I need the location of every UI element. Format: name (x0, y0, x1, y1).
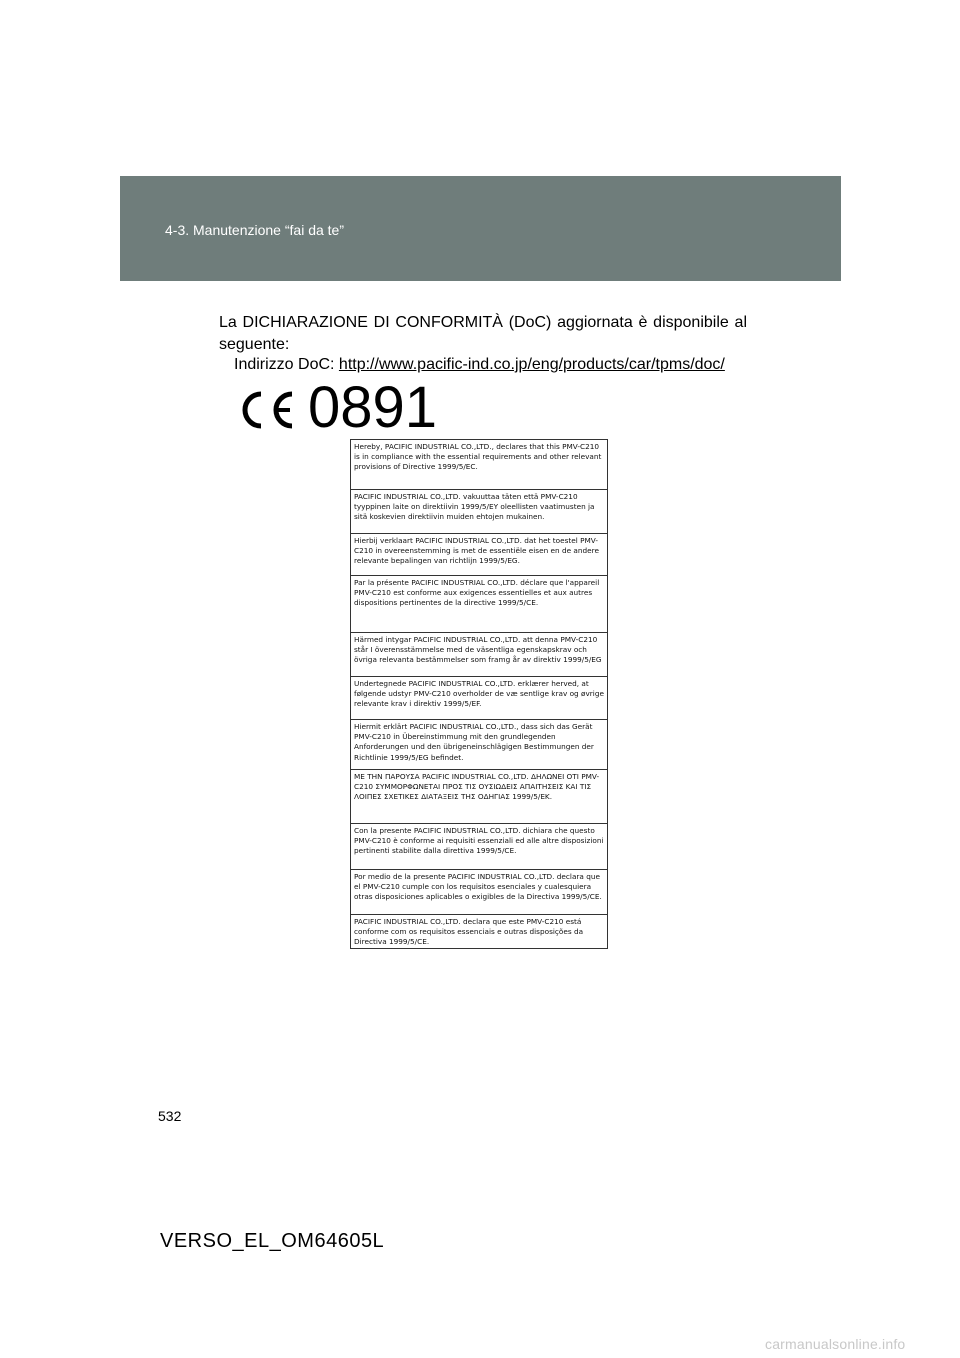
ce-mark-icon (236, 390, 296, 430)
declaration-portuguese: PACIFIC INDUSTRIAL CO.,LTD. declara que este PMV-C210 está conforme com os requisitos essenciais e outras disposições da Directiva 1999/5/CE. (354, 917, 584, 947)
page-number: 532 (158, 1108, 182, 1124)
declaration-danish: Undertegnede PACIFIC INDUSTRIAL CO.,LTD. erklærer herved, at følgende udstyr PMV-C210 overholder de væ sentlige krav og øvrige relevante krav i direktiv 1999/5/EF. (351, 677, 607, 720)
doc-address-link[interactable]: http://www.pacific-ind.co.jp/eng/products/car/tpms/doc/ (338, 356, 725, 373)
doc-address-line (234, 354, 754, 376)
declaration-german: Hiermit erklärt PACIFIC INDUSTRIAL CO.,LTD., dass sich das Gerät PMV-C210 in Übereinstimmung mit den grundlegenden Anforderungen und den übrigeneinschlägigen Bestimmungen der Richtlinie 1999/5/EG befindet. (351, 720, 607, 770)
ce-notified-body-number: 0891 (308, 375, 438, 440)
intro-paragraph: La DICHIARAZIONE DI CONFORMITÀ (DoC) aggiornata è disponibile al seguente: (219, 314, 747, 353)
declaration-french: Par la présente PACIFIC INDUSTRIAL CO.,LTD. déclare que l'appareil PMV-C210 est conforme aux exigences essentielles et aux autres dispositions pertinentes de la directive 1999/5/CE. (351, 576, 607, 633)
section-header-band (120, 176, 841, 281)
declaration-english: Hereby, PACIFIC INDUSTRIAL CO.,LTD., declares that this PMV-C210 is in compliance with the essential requirements and other relevant provisions of Directive 1999/5/EC. (351, 440, 607, 490)
declaration-swedish: Härmed intygar PACIFIC INDUSTRIAL CO.,LTD. att denna PMV-C210 står I överensstämmelse med de väsentliga egenskapskrav och övriga relevanta bestämmelser som framg år av direktiv 1999/5/EG (351, 633, 607, 677)
watermark: carmanualsonline.info (765, 1336, 906, 1352)
declaration-dutch: Hierbij verklaart PACIFIC INDUSTRIAL CO.,LTD. dat het toestel PMV-C210 in overeenstemming is met de essentiële eisen en de andere relevante bepalingen van richtlijn 1999/5/EG. (351, 534, 607, 576)
declaration-italian: Con la presente PACIFIC INDUSTRIAL CO.,LTD. dichiara che questo PMV-C210 è conforme ai requisiti essenziali ed alle altre disposizioni pertinenti stabilite dalla direttiva 1999/5/CE. (351, 824, 607, 870)
declaration-spanish: Por medio de la presente PACIFIC INDUSTRIAL CO.,LTD. declara que el PMV-C210 cumple con los requisitos esenciales y cualesquiera otras disposiciones aplicables o exigibles de la Directiva 1999/5/CE. (351, 870, 607, 915)
manual-code: VERSO_EL_OM64605L (160, 1230, 385, 1252)
declaration-finnish: PACIFIC INDUSTRIAL CO.,LTD. vakuuttaa täten että PMV-C210 tyyppinen laite on direktiivin 1999/5/EY oleellisten vaatimusten ja sitä koskevien direktiivin muiden ehtojen mukainen. (351, 490, 607, 534)
doc-address-label: Indirizzo DoC: (234, 356, 339, 373)
declaration-table (350, 439, 608, 949)
section-title: 4-3. Manutenzione “fai da te” (165, 222, 344, 238)
declaration-greek: ΜΕ ΤΗΝ ΠΑΡΟΥΣΑ PACIFIC INDUSTRIAL CO.,LTD. ΔΗΛΩΝΕΙ ΟΤΙ PMV-C210 ΣΥΜΜΟΡΦΩΝΕΤΑΙ ΠΡΟΣ ΤΙΣ ΟΥΣΙΩΔΕΙΣ ΑΠΑΙΤΗΣΕΙΣ ΚΑΙ ΤΙΣ ΛΟΙΠΕΣ ΣΧΕΤΙΚΕΣ ΔΙΑΤΑΞΕΙΣ ΤΗΣ ΟΔΗΓΙΑΣ 1999/5/ΕΚ. (351, 770, 607, 824)
